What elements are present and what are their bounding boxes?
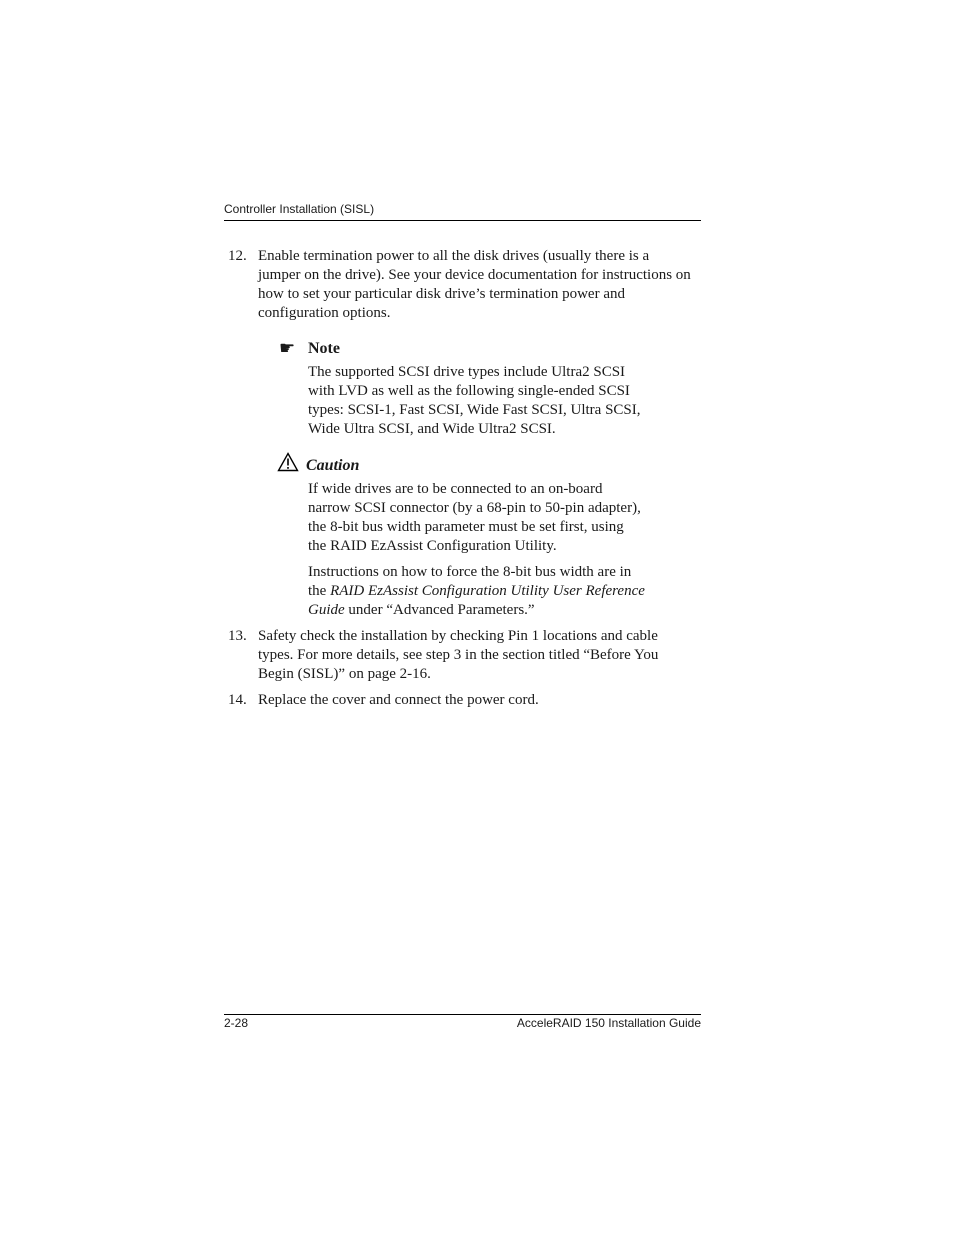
step-text: Safety check the installation by checking Pin 1 locations and cable types. For more details, see step 3 in the section titled “Before You Begin (SISL)” on page 2-16.: [258, 628, 659, 682]
note-text: The supported SCSI drive types include Ultra2 SCSI with LVD as well as the following single-ended SCSI types: SCSI-1, Fast SCSI, Wide Fast SCSI, Ultra SCSI, Wide Ultra SCSI, and Wide Ultra2 SCSI.: [308, 364, 641, 437]
step-number: 12.: [228, 248, 247, 264]
step-number: 13.: [228, 628, 247, 644]
step-number: 14.: [228, 692, 247, 708]
running-footer: [224, 1014, 701, 1030]
page-number: 2-28: [224, 1016, 249, 1030]
caution-paragraph-2-suffix: under “Advanced Parameters.”: [344, 602, 535, 618]
caution-title: Caution: [306, 457, 360, 474]
reference-guide-title: RAID EzAssist Configuration Utility User Reference Guide: [308, 583, 645, 618]
step-text: Replace the cover and connect the power cord.: [258, 692, 539, 708]
caution-paragraph-2: [308, 563, 648, 620]
pointing-hand-icon: ☛: [279, 338, 296, 358]
running-title: Controller Installation (SISL): [224, 202, 375, 216]
warning-triangle-icon: [277, 452, 299, 477]
caution-paragraph-2-prefix: Instructions on how to force the 8-bit bus width are in the: [308, 564, 632, 599]
running-header: [224, 202, 701, 221]
note-title: Note: [308, 340, 340, 357]
caution-paragraph-1: If wide drives are to be connected to an on-board narrow SCSI connector (by a 68-pin to 50-pin adapter), the 8-bit bus width parameter must be set first, using the RAID EzAssist Configuration Utility.: [308, 481, 641, 554]
guide-title: AcceleRAID 150 Installation Guide: [516, 1016, 701, 1030]
step-text: Enable termination power to all the disk drives (usually there is a jumper on the drive). See your device documentation for instructions on how to set your particular disk drive’s termination power and configuration options.: [258, 248, 691, 321]
